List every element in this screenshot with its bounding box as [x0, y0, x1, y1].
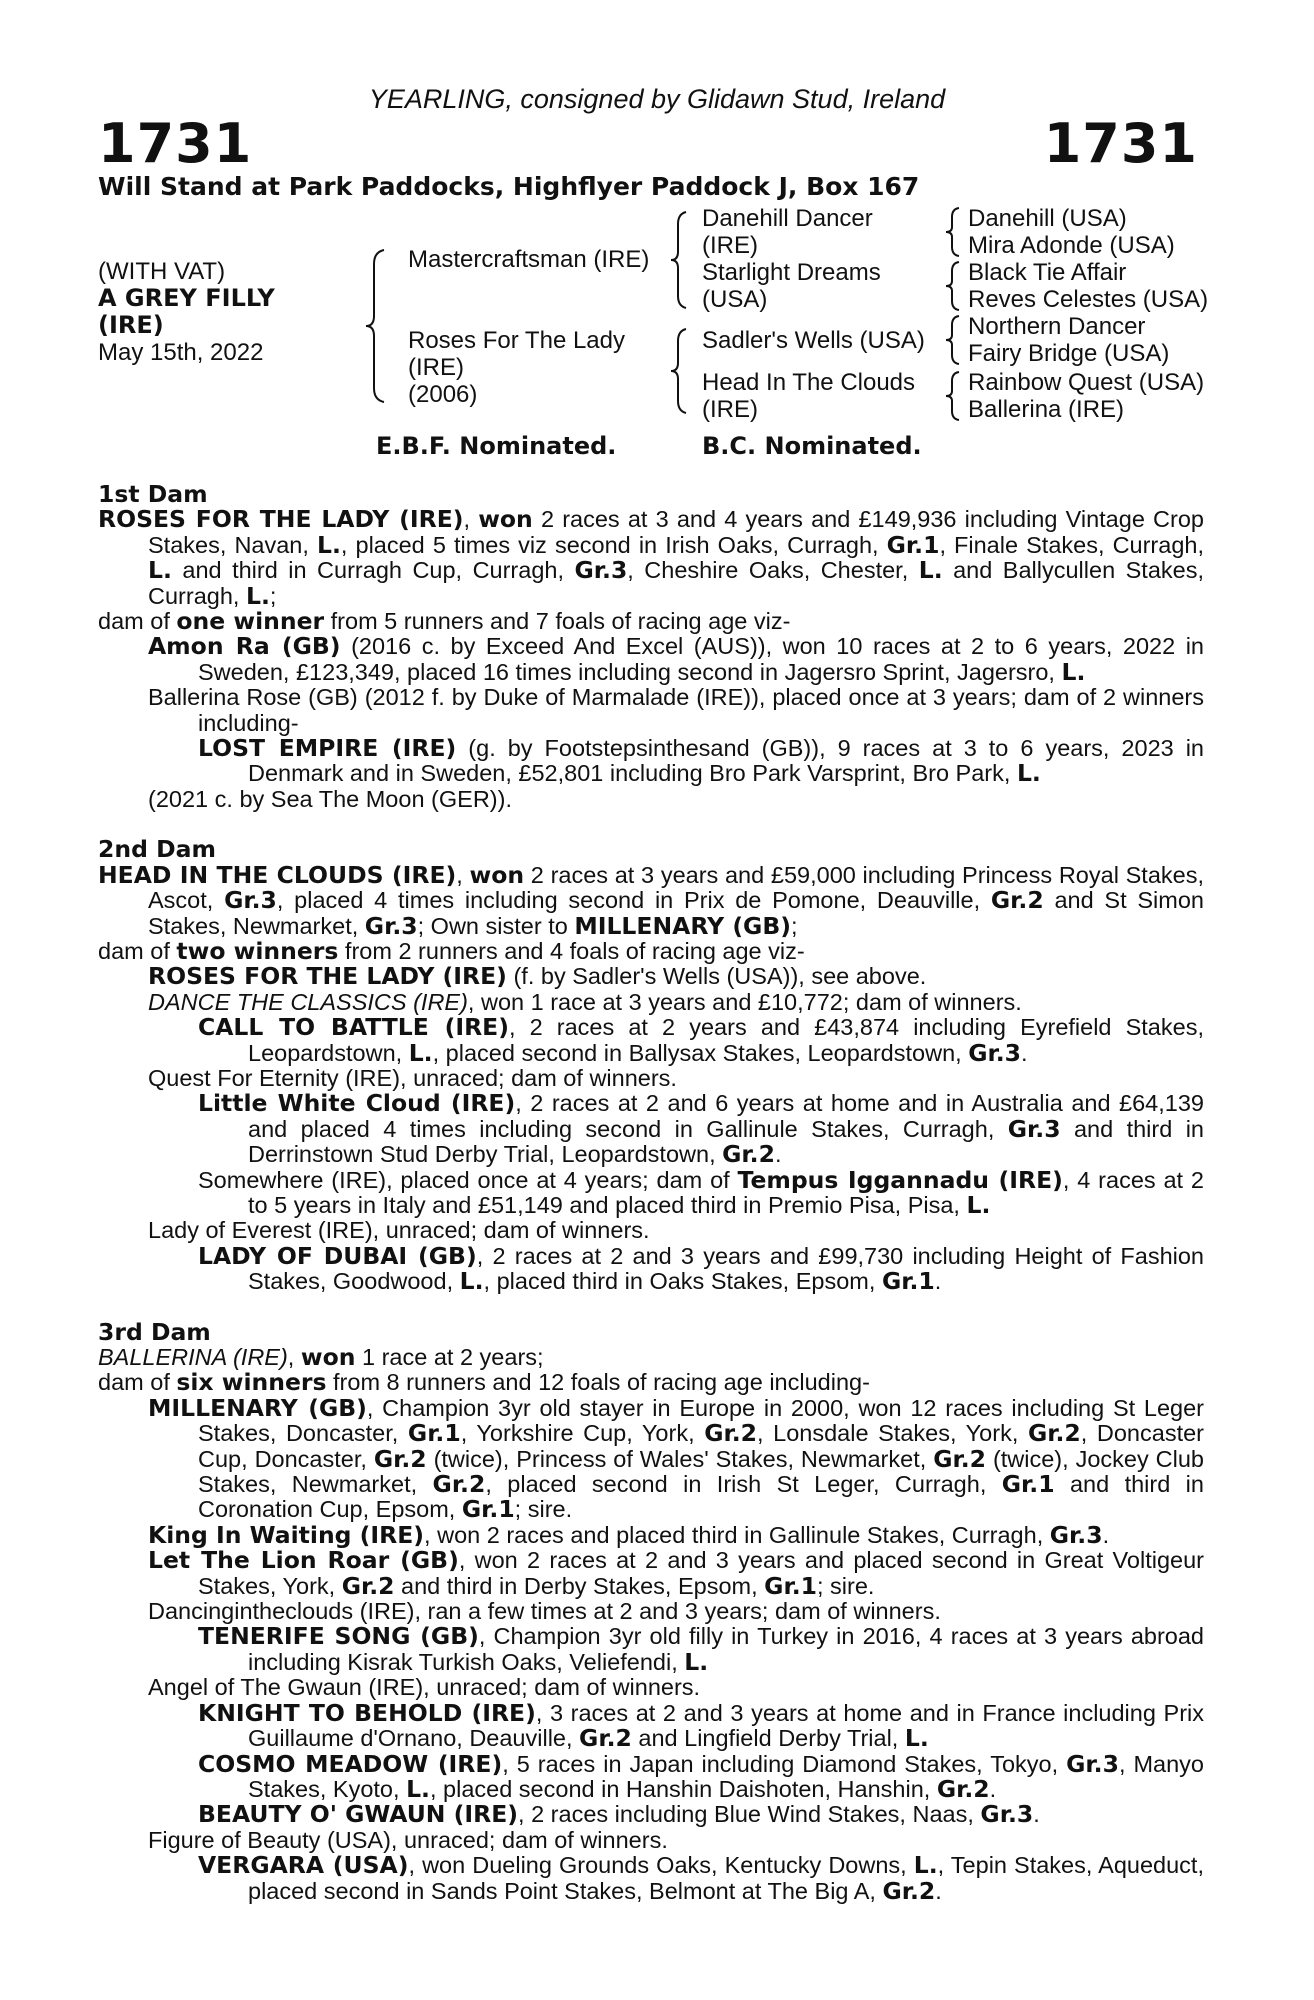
horse-name: ROSES FOR THE LADY (IRE)	[98, 505, 464, 534]
first-dam-produce-summary: dam of one winner from 5 runners and 7 foals of racing age viz-	[98, 607, 791, 636]
third-dam-produce-summary: dam of six winners from 8 runners and 12 foals of racing age including-	[98, 1368, 870, 1397]
produce-entry: Let The Lion Roar (GB), won 2 races at 2 and 3 years and placed second in Great Voltigeur Stakes, York, Gr.2 and third in Derby Stakes, Epsom, Gr.1; sire.	[148, 1546, 1204, 1600]
grandparent-8: Ballerina (IRE)	[968, 396, 1125, 423]
produce-entry: LADY OF DUBAI (GB), 2 races at 2 and 3 years and £99,730 including Height of Fashion Stakes, Goodwood, L., placed third in Oaks Stakes, Epsom, Gr.1.	[198, 1241, 1204, 1296]
horse-name: COSMO MEADOW (IRE)	[198, 1749, 503, 1778]
produce-entry: Lady of Everest (IRE), unraced; dam of winners.	[148, 1217, 650, 1244]
stand-location: Will Stand at Park Paddocks, Highflyer Paddock J, Box 167	[98, 172, 920, 201]
grandparent-6: Fairy Bridge (USA)	[968, 340, 1170, 367]
produce-entry: Quest For Eternity (IRE), unraced; dam of winners.	[148, 1064, 677, 1091]
foaling-date: May 15th, 2022	[98, 339, 264, 366]
produce-entry: KNIGHT TO BEHOLD (IRE), 3 races at 2 and 3 years at home and in France including Prix Guillaume d'Ornano, Deauville, Gr.2 and Lingfield Derby Trial, L.	[198, 1698, 1204, 1753]
horse-name: BEAUTY O' GWAUN (IRE)	[198, 1800, 519, 1829]
lot-number-right: 1731	[1043, 112, 1198, 175]
horse-name: ROSES FOR THE LADY (IRE)	[148, 962, 507, 991]
produce-entry: COSMO MEADOW (IRE), 5 races in Japan including Diamond Stakes, Tokyo, Gr.3, Manyo Stakes, Kyoto, L., placed second in Hanshin Daishoten, Hanshin, Gr.2.	[198, 1749, 1205, 1803]
ebf-nomination: E.B.F. Nominated.	[376, 432, 617, 460]
sire-dam: Starlight Dreams	[702, 259, 881, 286]
horse-name: CALL TO BATTLE (IRE)	[198, 1013, 509, 1042]
sire-sire: Danehill Dancer	[702, 205, 873, 232]
dam-dam-country: (IRE)	[702, 396, 758, 423]
produce-entry: King In Waiting (IRE), won 2 races and placed third in Gallinule Stakes, Curragh, Gr.3.	[148, 1520, 1110, 1549]
horse-name: TENERIFE SONG (GB)	[198, 1622, 479, 1651]
produce-entry: Amon Ra (GB) (2016 c. by Exceed And Excel (AUS)), won 10 races at 2 to 6 years, 2022 in Sweden, £123,349, placed 16 times including second in Jagersro Sprint, Jagersro, L.	[148, 632, 1204, 686]
horse-name: King In Waiting (IRE)	[148, 1520, 425, 1549]
sire-name: Mastercraftsman (IRE)	[408, 246, 650, 273]
gp-brace-2	[943, 259, 965, 313]
produce-record	[98, 482, 1204, 1904]
grandparent-4: Reves Celestes (USA)	[968, 286, 1209, 313]
dam-brace	[668, 325, 694, 417]
second-dam-heading: 2nd Dam	[98, 835, 216, 864]
consignment-line: YEARLING, consigned by Glidawn Stud, Ireland	[368, 84, 946, 114]
horse-name: LOST EMPIRE (IRE)	[198, 734, 457, 763]
grandparent-1: Danehill (USA)	[968, 205, 1127, 232]
third-dam-record: BALLERINA (IRE), won 1 race at 2 years;	[98, 1343, 544, 1371]
horse-name: Amon Ra (GB)	[148, 632, 341, 661]
produce-entry: ROSES FOR THE LADY (IRE) (f. by Sadler's Wells (USA)), see above.	[148, 962, 927, 991]
produce-entry: CALL TO BATTLE (IRE), 2 races at 2 years and £43,874 including Eyrefield Stakes, Leopardstown, L., placed second in Ballysax Stakes, Leopardstown, Gr.3.	[198, 1013, 1204, 1067]
dam-country: (IRE)	[408, 354, 464, 381]
produce-entry: TENERIFE SONG (GB), Champion 3yr old filly in Turkey in 2016, 4 races at 3 years abroad including Kisrak Turkish Oaks, Veliefendi, L.	[198, 1622, 1204, 1676]
grandparent-2: Mira Adonde (USA)	[968, 232, 1175, 259]
gp-brace-3	[943, 313, 965, 367]
produce-entry: DANCE THE CLASSICS (IRE), won 1 race at 3 years and £10,772; dam of winners.	[148, 988, 1022, 1015]
horse-name: HEAD IN THE CLOUDS (IRE)	[98, 860, 457, 889]
produce-entry: LOST EMPIRE (IRE) (g. by Footstepsinthesand (GB)), 9 races at 3 to 6 years, 2023 in Denmark and in Sweden, £52,801 including Bro Park Varsprint, Bro Park, L.	[198, 734, 1205, 788]
lot-number-left: 1731	[98, 112, 253, 175]
first-dam-record: ROSES FOR THE LADY (IRE), won 2 races at 3 and 4 years and £149,936 including Vintage Crop Stakes, Navan, L., placed 5 times viz second in Irish Oaks, Curragh, Gr.1, Finale Stakes, Curragh, L. and third in Curragh Cup, Curragh, Gr.3, Cheshire Oaks, Chester, L. and Ballycullen Stakes, Curragh, L.;	[98, 505, 1204, 610]
horse-name: LADY OF DUBAI (GB)	[198, 1241, 477, 1270]
horse-name: MILLENARY (GB)	[148, 1393, 367, 1422]
sire-brace	[668, 208, 694, 312]
first-dam-heading: 1st Dam	[98, 480, 208, 508]
dam-dam: Head In The Clouds	[702, 369, 916, 396]
vat-note: (WITH VAT)	[98, 258, 226, 285]
produce-entry: MILLENARY (GB), Champion 3yr old stayer in Europe in 2000, won 12 races including St Leger Stakes, Doncaster, Gr.1, Yorkshire Cup, York, Gr.2, Lonsdale Stakes, York, Gr.2, Doncaster Cup, Doncaster, Gr.2 (twice), Princess of Wales' Stakes, Newmarket, Gr.2 (twice), Jockey Club Stakes, Newmarket, Gr.2, placed second in Irish St Leger, Curragh, Gr.1 and third in Coronation Cup, Epsom, Gr.1; sire.	[148, 1393, 1204, 1524]
horse-name: DANCE THE CLASSICS (IRE)	[148, 988, 468, 1015]
grandparent-7: Rainbow Quest (USA)	[968, 369, 1205, 396]
produce-entry: (2021 c. by Sea The Moon (GER)).	[148, 785, 512, 812]
horse-country: (IRE)	[98, 311, 164, 339]
second-dam-record: HEAD IN THE CLOUDS (IRE), won 2 races at 3 years and £59,000 including Princess Royal Stakes, Ascot, Gr.3, placed 4 times including second in Prix de Pomone, Deauville, Gr.2 and St Simon Stakes, Newmarket, Gr.3; Own sister to MILLENARY (GB);	[98, 860, 1204, 940]
second-dam-produce-summary: dam of two winners from 2 runners and 4 foals of racing age viz-	[98, 936, 805, 965]
grandparent-3: Black Tie Affair	[968, 259, 1127, 286]
produce-entry: Figure of Beauty (USA), unraced; dam of winners.	[148, 1826, 668, 1853]
produce-entry: Ballerina Rose (GB) (2012 f. by Duke of Marmalade (IRE)), placed once at 3 years; dam of 2 winners including-	[148, 684, 1204, 736]
produce-entry: Angel of The Gwaun (IRE), unraced; dam of winners.	[148, 1674, 701, 1701]
produce-entry: Little White Cloud (IRE), 2 races at 2 and 6 years at home and in Australia and £64,139 and placed 4 times including second in Gallinule Stakes, Curragh, Gr.3 and third in Derrinstown Stud Derby Trial, Leopardstown, Gr.2.	[198, 1089, 1204, 1169]
horse-name: Little White Cloud (IRE)	[198, 1089, 516, 1118]
produce-entry: Dancingintheclouds (IRE), ran a few times at 2 and 3 years; dam of winners.	[148, 1598, 941, 1625]
sire-dam-country: (USA)	[702, 286, 768, 313]
horse-name: Let The Lion Roar (GB)	[148, 1546, 459, 1575]
produce-entry: Somewhere (IRE), placed once at 4 years; dam of Tempus Iggannadu (IRE), 4 races at 2 to 5 years in Italy and £51,149 and placed third in Premio Pisa, Pisa, L.	[198, 1165, 1204, 1219]
horse-name: KNIGHT TO BEHOLD (IRE)	[198, 1698, 536, 1727]
sire-sire-country: (IRE)	[702, 232, 758, 259]
third-dam-heading: 3rd Dam	[98, 1317, 211, 1346]
horse-name: Tempus Iggannadu (IRE)	[737, 1165, 1063, 1194]
horse-description: A GREY FILLY	[98, 284, 275, 312]
gp-brace-1	[943, 205, 965, 259]
produce-entry: VERGARA (USA), won Dueling Grounds Oaks, Kentucky Downs, L., Tepin Stakes, Aqueduct, placed second in Sands Point Stakes, Belmont at The Big A, Gr.2.	[198, 1851, 1204, 1905]
grandparent-5: Northern Dancer	[968, 313, 1146, 340]
dam-sire: Sadler's Wells (USA)	[702, 327, 925, 354]
main-brace	[362, 246, 392, 406]
horse-name: VERGARA (USA)	[198, 1851, 409, 1880]
horse-name: BALLERINA (IRE)	[98, 1344, 288, 1370]
dam-year: (2006)	[408, 381, 478, 408]
dam-name: Roses For The Lady	[408, 327, 625, 354]
bc-nomination: B.C. Nominated.	[702, 432, 922, 460]
gp-brace-4	[943, 369, 965, 423]
produce-entry: BEAUTY O' GWAUN (IRE), 2 races including Blue Wind Stakes, Naas, Gr.3.	[198, 1800, 1040, 1829]
